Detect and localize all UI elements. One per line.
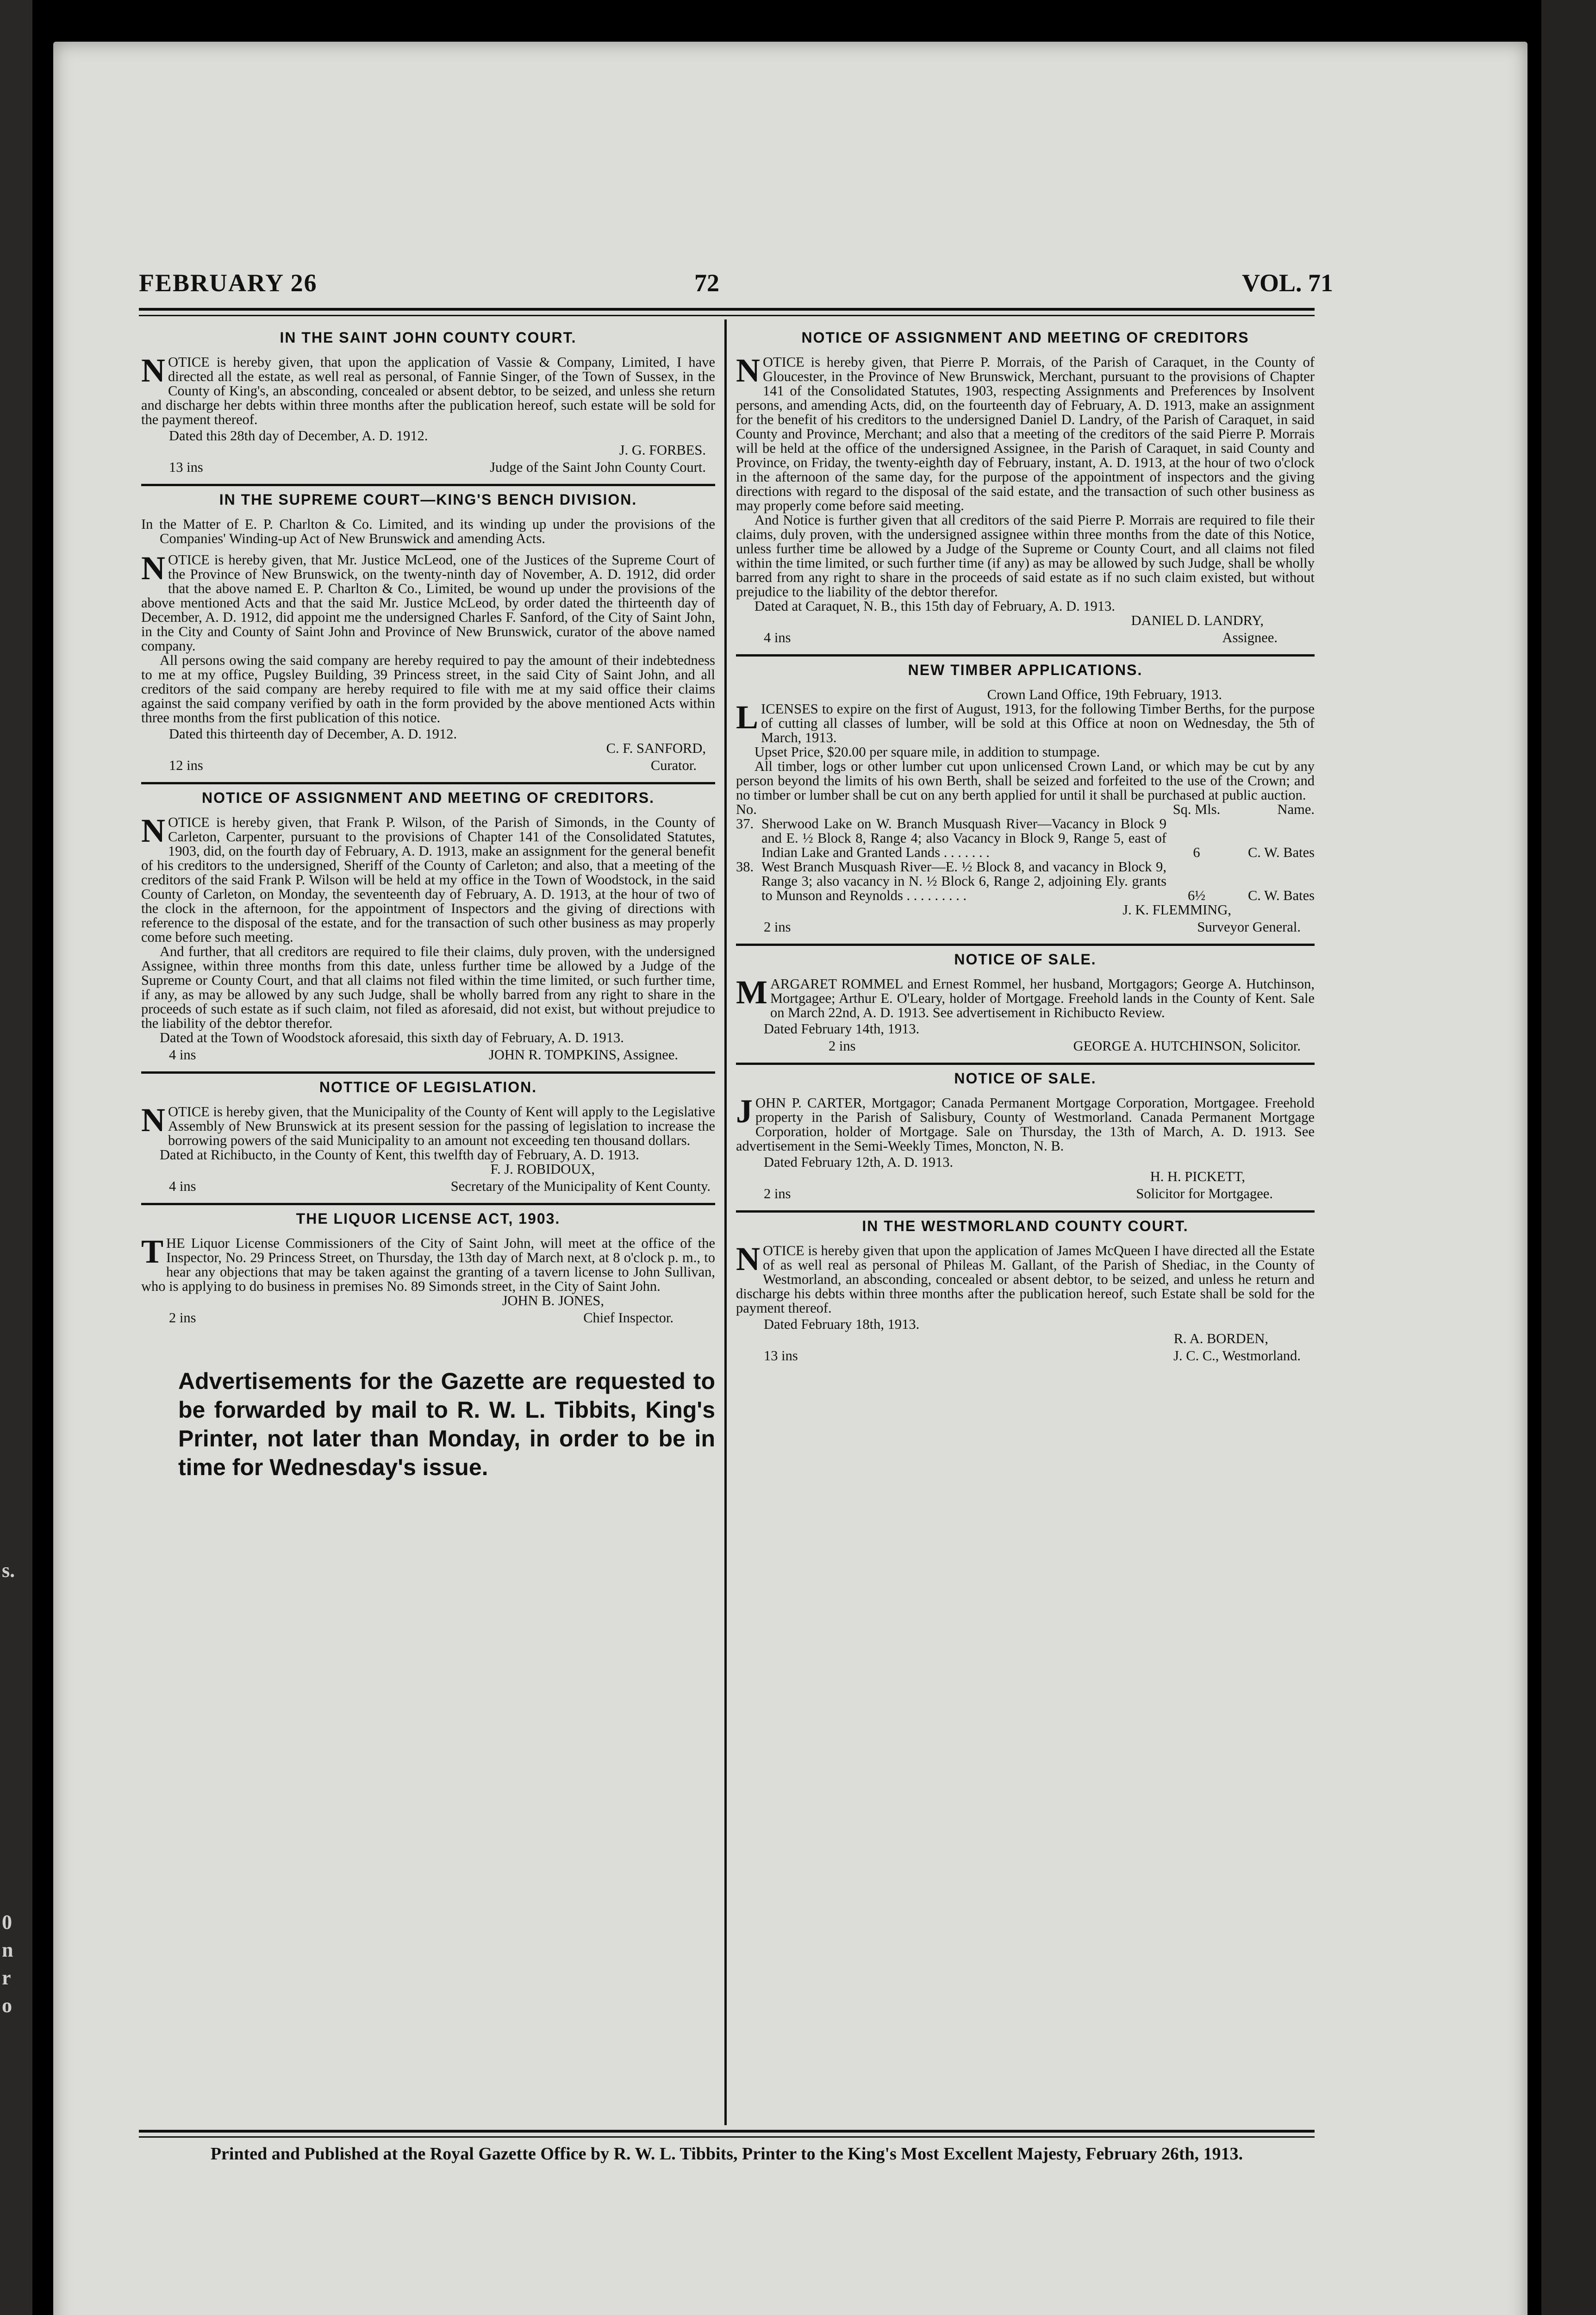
- berth-description: Sherwood Lake on W. Branch Musquash River—Vacancy in Block 9 and E. ½ Block 8, Range 4; also Vacancy in Block 9, Range 5, east of Indian Lake and Granted Lands . . . . . . .: [761, 816, 1166, 860]
- notice-signature-line: [141, 1048, 715, 1062]
- advertisement-instructions: Advertisements for the Gazette are requested to be forwarded by mail to R. W. L. Tibbits, King's Printer, not later than Monday, in order to be in time for Wednesday's issue.: [178, 1368, 715, 1480]
- left-column: [141, 324, 715, 1482]
- berth-number: 38.: [736, 859, 754, 875]
- section-rule: [141, 1071, 715, 1074]
- signatory-role: Assignee.: [1222, 630, 1278, 645]
- section-rule: [141, 782, 715, 784]
- notice-sale-carter: [736, 1071, 1315, 1201]
- previous-page-edge: [0, 0, 32, 2315]
- margin-fragment: s.: [2, 1559, 15, 1582]
- right-column: [736, 324, 1315, 1363]
- section-rule: [736, 944, 1315, 946]
- insertion-count: 4 ins: [169, 1047, 196, 1063]
- insertion-count: 13 ins: [169, 459, 203, 475]
- notice-signature-line: [736, 1187, 1315, 1201]
- notice-body: NOTICE is hereby given, that the Municipality of the County of Kent will apply to the Legislative Assembly of New Brunswick at its present session for the passing of legislation to increase the borrowing powers of the said Municipality to an amount not exceeding ten thousand dollars.: [141, 1101, 715, 1148]
- notice-dated: Dated at Richibucto, in the County of Kent, this twelfth day of February, A. D. 1913.: [160, 1147, 639, 1163]
- insertion-count: 2 ins: [764, 919, 791, 935]
- notice-signature-line: [141, 758, 715, 773]
- signatory-role: Secretary of the Municipality of Kent County.: [450, 1178, 711, 1194]
- notice-title: NOTTICE OF LEGISLATION.: [319, 1079, 537, 1095]
- notice-signature: JOHN R. TOMPKINS, Assignee.: [489, 1047, 678, 1063]
- berth-square-miles: 6½: [1187, 888, 1206, 903]
- footer-rule: [139, 2130, 1315, 2133]
- margin-fragment: r: [2, 1966, 11, 1989]
- margin-fragment: o: [2, 1994, 12, 2017]
- notice-supreme-court: [141, 493, 715, 773]
- table-row: [736, 860, 1315, 903]
- notice-sale-rommel: [736, 952, 1315, 1053]
- insertion-count: 12 ins: [169, 757, 203, 773]
- notice-dated: Dated February 12th, A. D. 1913.: [764, 1154, 954, 1170]
- notice-body: LICENSES to expire on the first of August, 1913, for the following Timber Berths, for the purpose of cutting all classes of lumber, will be sold at this Office at noon on Wednesday, the 5th of March, 1913.: [736, 699, 1315, 745]
- short-rule: [400, 549, 456, 550]
- notice-saint-john-county-court: [141, 331, 715, 475]
- insertion-count: 2 ins: [169, 1310, 196, 1326]
- margin-fragment: n: [2, 1939, 13, 1961]
- crown-land-office: Crown Land Office, 19th February, 1913.: [987, 687, 1222, 702]
- notice-signature-line: [736, 920, 1315, 934]
- notice-body-2: And Notice is further given that all creditors of the said Pierre P. Morrais are required to file their claims, duly proven, with the undersigned assignee within three months from the date of this Notice, unless further time be allowed by a Judge of the Supreme or County Court, and all claims not filed within the time limited, or such further time (if any) as may be allowed by such Judge, shall be wholly barred from any right to share in the proceeds of said estate as if no such claim existed, but without prejudice to the liability of the debtor therefor.: [736, 512, 1315, 600]
- notice-signature: C. F. SANFORD,: [606, 740, 706, 756]
- signatory-role: Curator.: [650, 757, 697, 773]
- notice-body: THE Liquor License Commissioners of the City of Saint John, will meet at the office of the Inspector, No. 29 Princess Street, on Thursday, the 13th day of March next, at 8 o'clock p. m., to hear any objections that may be taken against the granting of a tavern license to John Sullivan, who is applying to do business in premises No. 89 Simonds street, in the City of Saint John.: [141, 1233, 715, 1294]
- notice-signature: H. H. PICKETT,: [1150, 1169, 1245, 1184]
- notice-body: NOTICE is hereby given, that Frank P. Wilson, of the Parish of Simonds, in the County of Carleton, Carpenter, pursuant to the provisions of Chapter 141 of the Consolidated Statutes, 1903, did, on the fourth day of February, A. D. 1913, make an assignment for the general benefit of his creditors to the undersigned, Sheriff of the County of Carleton; and also, that a meeting of the creditors of the said Frank P. Wilson will be held at my office in the Town of Woodstock, in the said County of Carleton, on Monday, the seventeenth day of February, A. D. 1913, at the hour of two of the clock in the afternoon, for the appointment of Inspectors and the giving of directions with reference to the disposal of the estate, and for the transaction of such other business as may properly come before such meeting.: [141, 812, 715, 945]
- berth-description: West Branch Musquash River—E. ½ Block 8, and vacancy in Block 9, Range 3; also vacancy in N. ½ Block 6, Range 2, adjoining Ely. grants to Munson and Reynolds . . . . . . . . .: [761, 859, 1166, 903]
- notice-signature-line: [736, 631, 1315, 645]
- notice-signature: DANIEL D. LANDRY,: [1131, 613, 1264, 628]
- berth-applicant: C. W. Bates: [1247, 888, 1315, 903]
- footer-rule-thin: [139, 2136, 1315, 2138]
- notice-dated: Dated at Caraquet, N. B., this 15th day of February, A. D. 1913.: [754, 598, 1116, 614]
- section-rule: [141, 1203, 715, 1205]
- section-rule: [736, 654, 1315, 657]
- column-header-sq: Sq. Mls.: [1172, 801, 1221, 817]
- drop-cap: M: [736, 974, 767, 1011]
- notice-signature: F. J. ROBIDOUX,: [490, 1161, 595, 1177]
- header-volume: VOL. 71: [1242, 269, 1333, 297]
- drop-cap: N: [141, 352, 165, 389]
- berth-square-miles: 6: [1193, 845, 1200, 860]
- signatory-role: Solicitor for Mortgagee.: [1136, 1186, 1273, 1201]
- notice-signature: JOHN B. JONES,: [502, 1293, 604, 1308]
- page-header: [139, 269, 1333, 301]
- notice-title: NEW TIMBER APPLICATIONS.: [908, 662, 1143, 678]
- notice-dated: Dated February 18th, 1913.: [764, 1316, 920, 1332]
- notice-body: NOTICE is hereby given, that upon the application of Vassie & Company, Limited, I have directed all the estate, as well real as personal, of Fannie Singer, of the Town of Sussex, in the County of King's, an absconding, concealed or absent debtor, to be seized, and unless she return and discharge her debts within three months after the publication hereof, such estate will be sold for the payment thereof.: [141, 352, 715, 427]
- notice-title: NOTICE OF SALE.: [954, 951, 1097, 968]
- notice-liquor-license: [141, 1212, 715, 1325]
- notice-signature-line: [141, 1311, 715, 1325]
- signatory-role: Surveyor General.: [1197, 919, 1301, 935]
- column-header-no: No.: [736, 801, 757, 817]
- drop-cap: N: [141, 812, 165, 849]
- insertion-count: 4 ins: [169, 1178, 196, 1194]
- table-row: [736, 817, 1315, 860]
- header-rule-thin: [139, 315, 1315, 316]
- notice-legislation: [141, 1080, 715, 1194]
- notice-title: THE LIQUOR LICENSE ACT, 1903.: [296, 1210, 561, 1227]
- notice-title: NOTICE OF SALE.: [954, 1070, 1097, 1087]
- section-rule: [736, 1063, 1315, 1065]
- drop-cap: N: [736, 352, 760, 389]
- drop-cap: N: [141, 550, 165, 587]
- book-binding-edge: [1541, 0, 1596, 2315]
- notice-dated: Dated February 14th, 1913.: [764, 1021, 920, 1037]
- drop-cap: J: [736, 1093, 753, 1130]
- notice-signature: J. G. FORBES.: [619, 442, 706, 458]
- table-header: [736, 802, 1315, 817]
- signatory-role: Judge of the Saint John County Court.: [490, 459, 706, 475]
- notice-body: JOHN P. CARTER, Mortgagor; Canada Permanent Mortgage Corporation, Mortgagee. Freehold property in the Parish of Salisbury, County of Westmorland. Canada Permanent Mortgage Corporation, holder of Mortgage. Sale on Thursday, the 13th of March, A. D. 1913. See advertisement in the Semi-Weekly Times, Moncton, N. B.: [736, 1093, 1315, 1154]
- column-divider: [724, 319, 727, 2125]
- notice-title: IN THE SAINT JOHN COUNTY COURT.: [280, 329, 577, 346]
- notice-signature: GEORGE A. HUTCHINSON, Solicitor.: [1073, 1038, 1301, 1054]
- notice-timber-applications: [736, 663, 1315, 934]
- notice-dated: Dated this thirteenth day of December, A. D. 1912.: [169, 726, 457, 742]
- signatory-role: Chief Inspector.: [583, 1310, 673, 1326]
- notice-body-2: All timber, logs or other lumber cut upon unlicensed Crown Land, or which may be cut by any person beyond the limits of his own Berth, shall be seized and forfeited to the use of the Crown; and no timber or lumber shall be cut on any berth applied for until it shall be purchased at public auction.: [736, 758, 1315, 803]
- notice-title: NOTICE OF ASSIGNMENT AND MEETING OF CREDITORS.: [202, 789, 655, 806]
- berth-applicant: C. W. Bates: [1247, 845, 1315, 860]
- insertion-count: 2 ins: [764, 1186, 791, 1201]
- insertion-count: 2 ins: [829, 1038, 856, 1054]
- notice-signature: J. K. FLEMMING,: [1122, 902, 1231, 918]
- notice-signature-line: [736, 1349, 1315, 1363]
- notice-dated: Dated at the Town of Woodstock aforesaid, this sixth day of February, A. D. 1913.: [160, 1030, 624, 1045]
- notice-body: NOTICE is hereby given, that Mr. Justice McLeod, one of the Justices of the Supreme Court of the Province of New Brunswick, on the twenty-ninth day of November, A. D. 1912, did order that the above named E. P. Charlton & Co., Limited, be wound up under the provisions of the above mentioned Acts and that the said Mr. Justice McLeod, by order dated the thirteenth day of December, A. D. 1912, did appoint me the undersigned Charles F. Sanford, of the City of Saint John, in the City and County of Saint John and Province of New Brunswick, curator of the above named company.: [141, 550, 715, 654]
- notice-body-2: And further, that all creditors are required to file their claims, duly proven, with the undersigned Assignee, within three months from this date, unless further time be allowed by a Judge of the Supreme or County Court, and that all claims not filed within the time limited, or such further time, if any, as may be allowed by any such Judge, shall be wholly barred from any right to share in the proceeds of such estate as if such claim, not filed as aforesaid, did not exist, but without prejudice to the liability of the debtor therefor.: [141, 944, 715, 1031]
- insertion-count: 4 ins: [764, 630, 791, 645]
- insertion-count: 13 ins: [764, 1348, 798, 1364]
- notice-body-2: All persons owing the said company are hereby required to pay the amount of their indebtedness to me at my office, Pugsley Building, 39 Princess street, in the said City of Saint John, and all creditors of the said company are hereby required to file with me at my said office their claims against the said company verified by oath in the form provided by the above mentioned Acts within three months from the first publication of this notice.: [141, 652, 715, 726]
- drop-cap: N: [141, 1101, 165, 1139]
- notice-body: NOTICE is hereby given, that Pierre P. Morrais, of the Parish of Caraquet, in the County of Gloucester, in the Province of New Brunswick, Merchant, pursuant to the provisions of Chapter 141 of the Consolidated Statutes, 1903, respecting Assignments and Preferences by Insolvent persons, and amending Acts, did, on the fourteenth day of February, A. D. 1913, make an assignment for the benefit of his creditors to the undersigned Daniel D. Landry, of the Parish of Caraquet, in said County and Province, Merchant; and also that a meeting of the creditors of the said Pierre P. Morrais will be held at the office of the undersigned Assignee, in the Parish of Caraquet, in said County and Province, on Friday, the twenty-eighth day of February, instant, A. D. 1913, at the hour of two o'clock in the afternoon of the same day, for the purpose of the appointment of inspectors and the giving directions with regard to the disposal of the said estate, and the transaction of such other business as may properly come before said meeting.: [736, 352, 1315, 513]
- header-date: FEBRUARY 26: [139, 269, 318, 297]
- printer-imprint: Printed and Published at the Royal Gazette Office by R. W. L. Tibbits, Printer to the King's Most Excellent Majesty, February 26th, 1913.: [210, 2144, 1243, 2164]
- notice-signature-line: [141, 1179, 715, 1194]
- notice-dated: Dated this 28th day of December, A. D. 1912.: [169, 428, 428, 444]
- section-rule: [141, 484, 715, 486]
- section-rule: [736, 1210, 1315, 1213]
- notice-title: IN THE SUPREME COURT—KING'S BENCH DIVISION.: [219, 491, 637, 508]
- notice-title: NOTICE OF ASSIGNMENT AND MEETING OF CREDITORS: [801, 329, 1249, 346]
- notice-signature: R. A. BORDEN,: [1173, 1331, 1268, 1346]
- notice-assignment-morrais: [736, 331, 1315, 645]
- drop-cap: N: [736, 1240, 760, 1277]
- berth-number: 37.: [736, 816, 754, 832]
- notice-body: MARGARET ROMMEL and Ernest Rommel, her husband, Mortgagors; George A. Hutchinson, Mortgagee; Arthur E. O'Leary, holder of Mortgage. Freehold lands in the County of Kent. Sale on March 22nd, A. D. 1913. See advertisement in Richibucto Review.: [736, 974, 1315, 1020]
- drop-cap: T: [141, 1233, 164, 1270]
- signatory-role: J. C. C., Westmorland.: [1173, 1348, 1301, 1364]
- notice-matter: In the Matter of E. P. Charlton & Co. Limited, and its winding up under the provisions of the Companies' Winding-up Act of New Brunswick and amending Acts.: [141, 516, 715, 546]
- header-page-number: 72: [694, 269, 719, 297]
- notice-signature-line: [736, 1039, 1315, 1053]
- header-rule: [139, 308, 1315, 311]
- notice-signature-line: [141, 460, 715, 475]
- notice-westmorland-county-court: [736, 1219, 1315, 1363]
- column-header-name: Name.: [1277, 801, 1315, 817]
- notice-title: IN THE WESTMORLAND COUNTY COURT.: [862, 1218, 1189, 1234]
- upset-price: Upset Price, $20.00 per square mile, in addition to stumpage.: [754, 744, 1100, 760]
- notice-assignment-wilson: [141, 791, 715, 1062]
- notice-body: NOTICE is hereby given that upon the application of James McQueen I have directed all the Estate of as well real as personal of Phileas M. Gallant, of the Parish of Shediac, in the County of Westmorland, an absconding, concealed or absent debtor, to be seized, and unless he return and discharge his debts within three months after the publication hereof, such Estate shall be sold for the payment thereof.: [736, 1240, 1315, 1316]
- margin-fragment: 0: [2, 1911, 12, 1933]
- drop-cap: L: [736, 699, 759, 736]
